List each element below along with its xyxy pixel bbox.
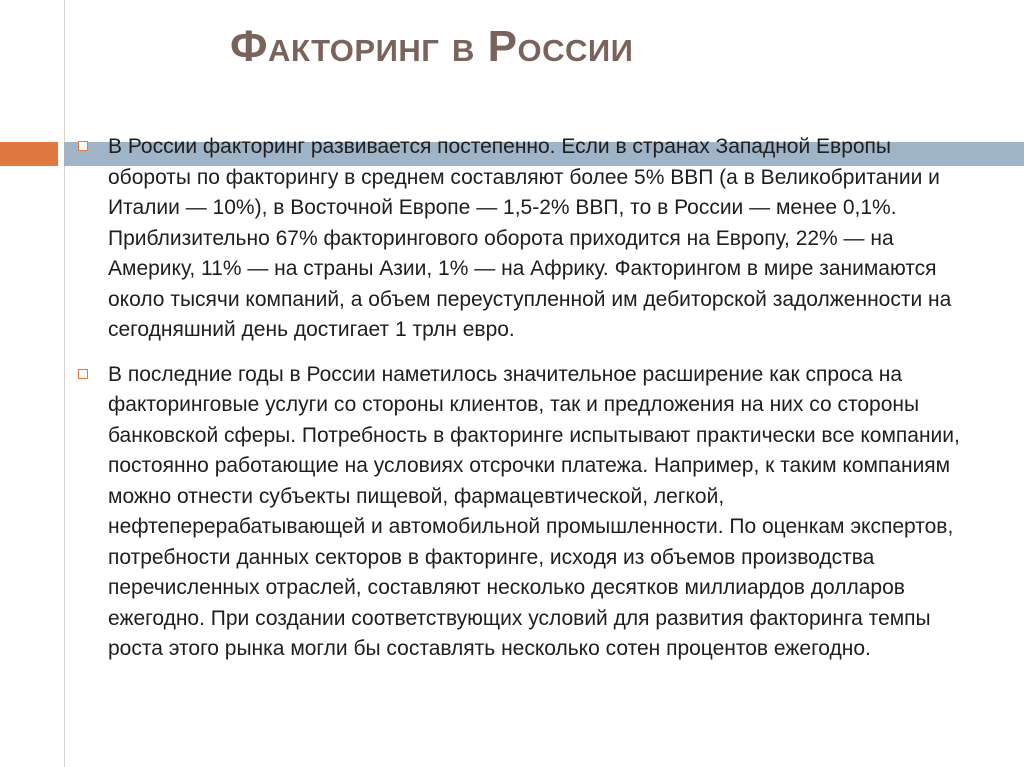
paragraph-text: В России факторинг развивается постепенно. Если в странах Западной Европы обороты по факторингу в среднем составляют более 5% ВВП (а в Великобритании и Италии — 10%), в Восточной Европе — 1,5-2% ВВП, то в России — менее 0,1%. Приблизительно 67% факторингового оборота приходится на Европу, 22% — на Америку, 11% — на страны Азии, 1% — на Африку. Факторингом в мире занимаются около тысячи компаний, а объем переуступленной им дебиторской задолженности на сегодняшний день достигает 1 трлн евро.	[108, 135, 952, 341]
slide-content	[78, 132, 978, 679]
paragraph-text: В последние годы в России наметилось значительное расширение как спроса на факторинговые услуги со стороны клиентов, так и предложения на них со стороны банковской сферы. Потребность в факторинге испытывают практически все компании, постоянно работающие на условиях отсрочки платежа. Например, к таким компаниям можно отнести субъекты пищевой, фармацевтической, легкой, нефтеперерабатывающей и автомобильной промышленности. По оценкам экспертов, потребности данных секторов в факторинге, исходя из объемов производства перечисленных отраслей, составляют несколько десятков миллиардов долларов ежегодно. При создании соответствующих условий для развития факторинга темпы роста этого рынка могли бы составлять несколько сотен процентов ежегодно.	[108, 362, 960, 660]
square-bullet-icon	[78, 141, 88, 151]
vertical-divider-line	[64, 0, 65, 767]
slide-title: Факторинг в России	[230, 22, 634, 71]
bullet-paragraph-1	[78, 132, 978, 346]
accent-bar-orange	[0, 142, 58, 166]
bullet-paragraph-2	[78, 360, 978, 665]
square-bullet-icon	[78, 369, 88, 379]
